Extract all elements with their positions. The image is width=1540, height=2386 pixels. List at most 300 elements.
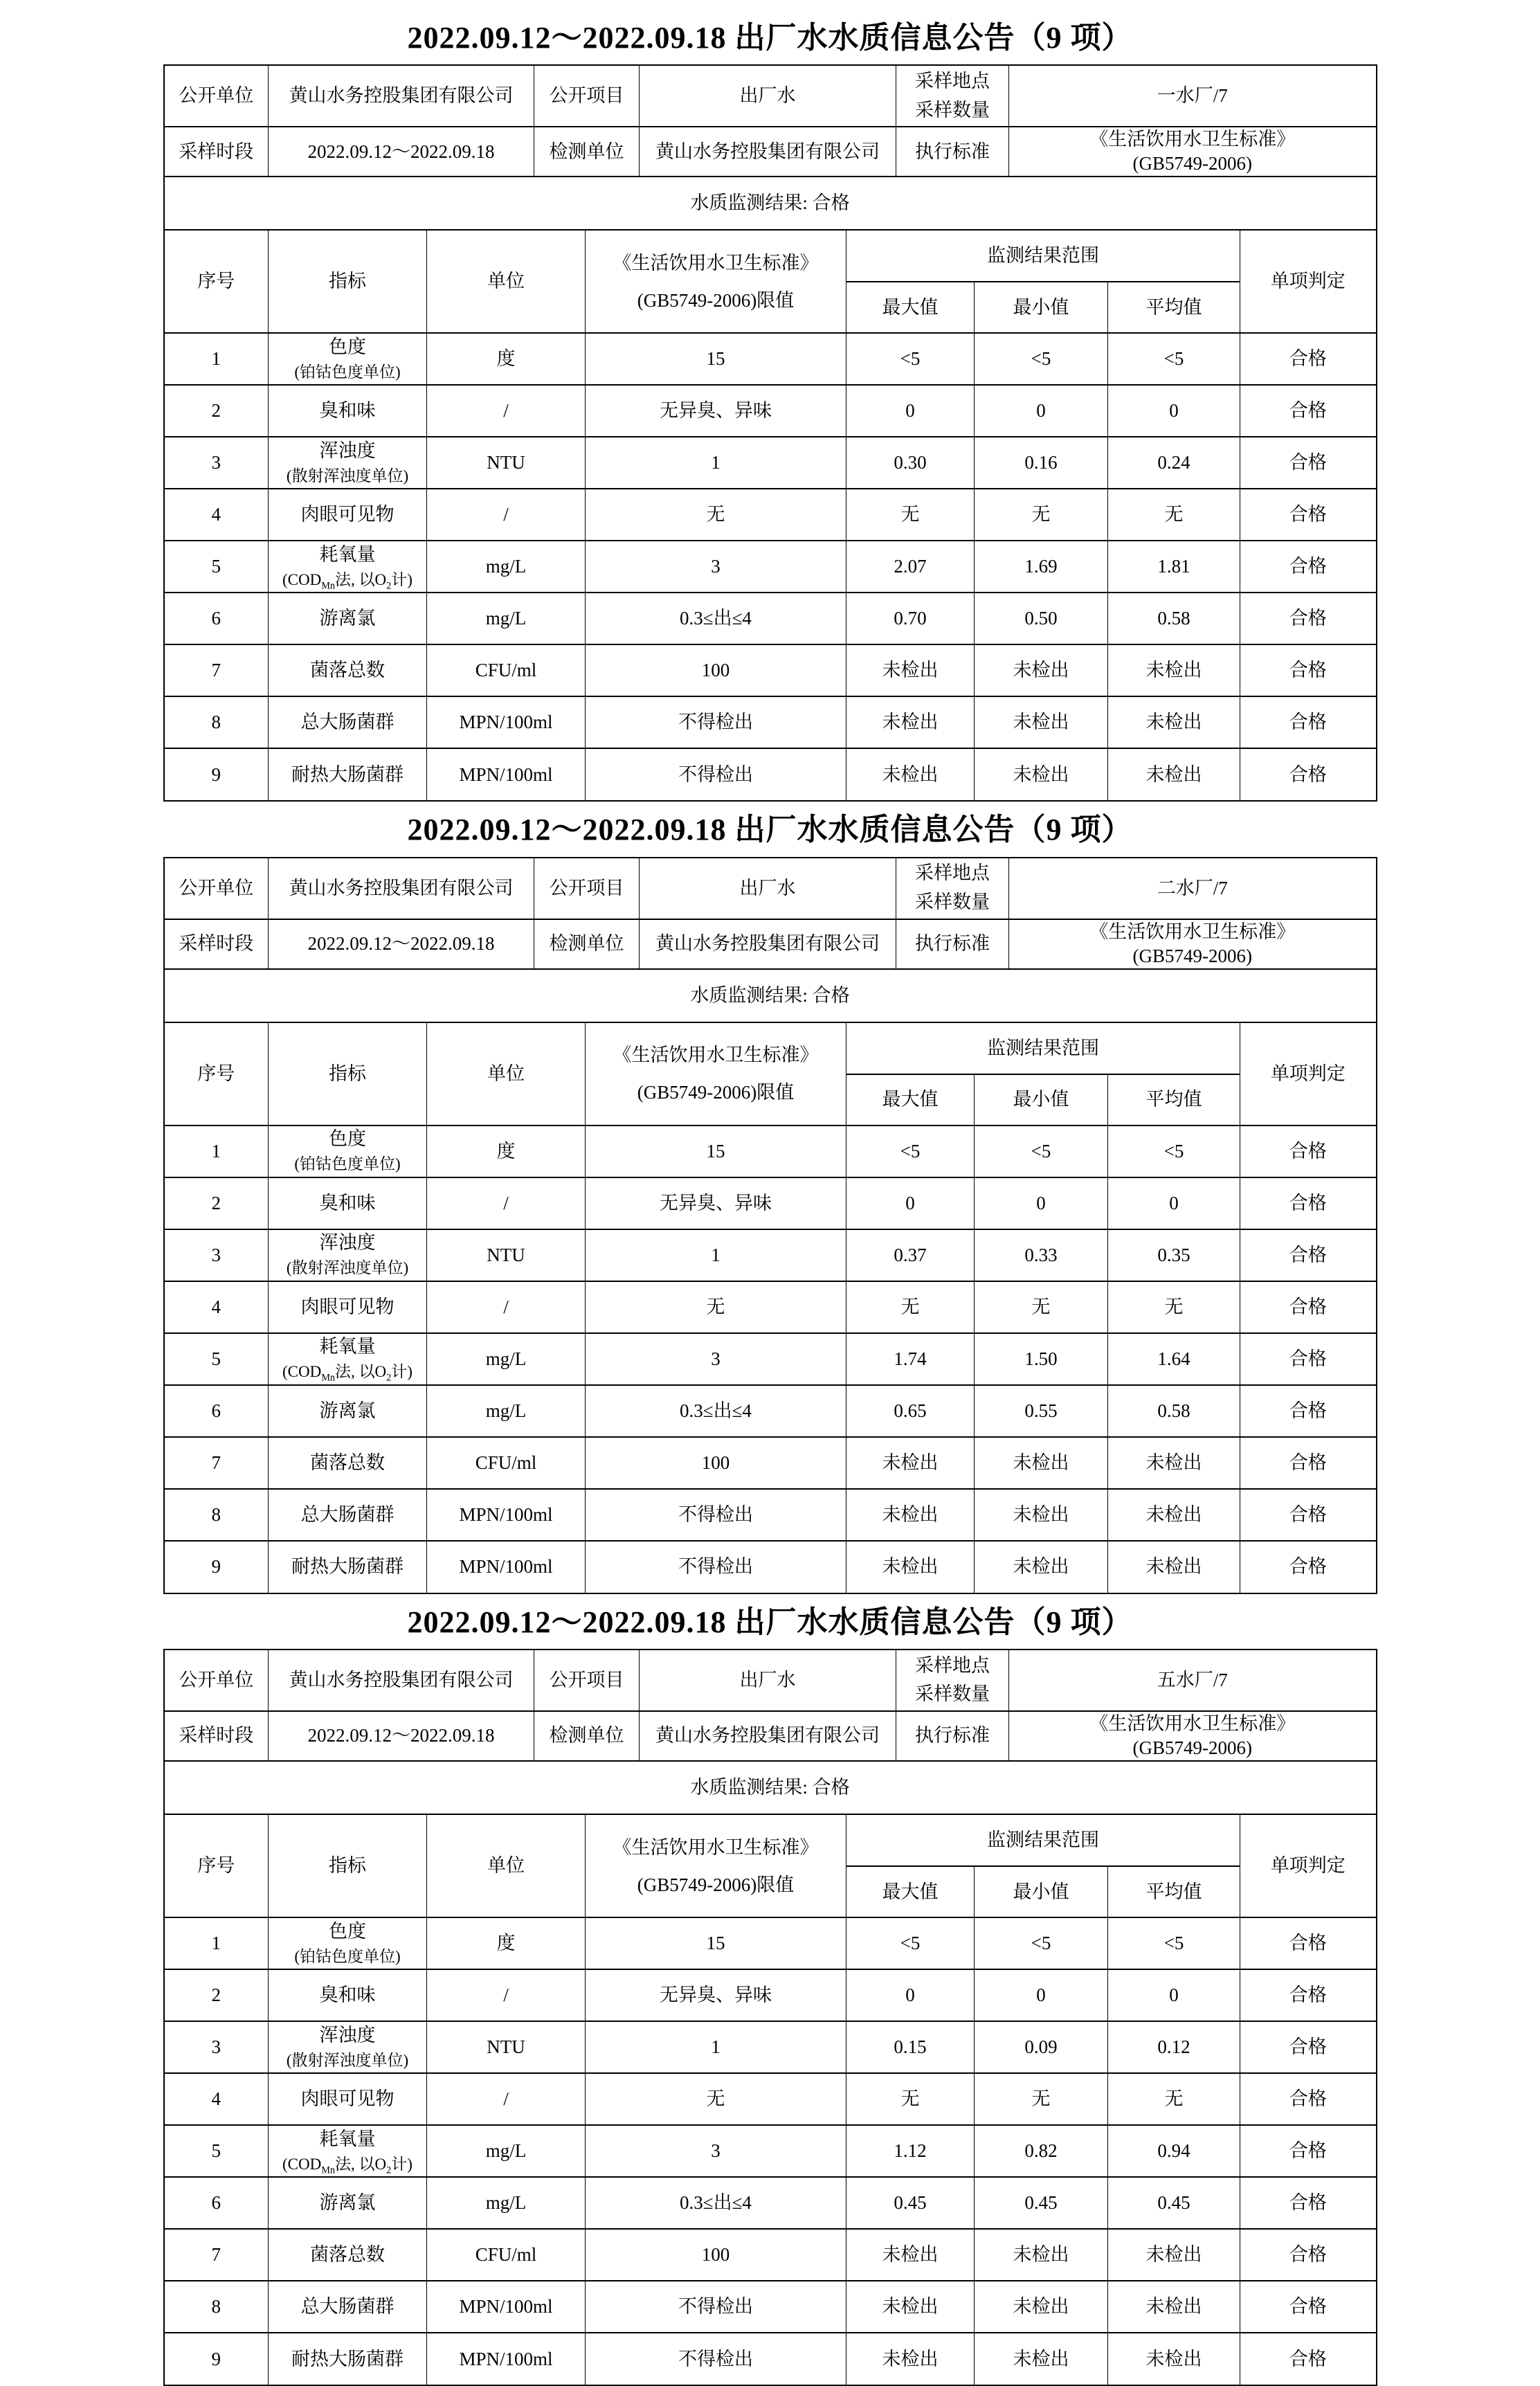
cell-unit: / [427,1281,586,1333]
cell-limit: 无 [586,489,846,541]
cell-no: 7 [165,644,269,696]
cell-min: 未检出 [975,2333,1108,2385]
cell-min: 0.16 [975,437,1108,489]
cell-max: <5 [846,333,975,385]
cell-min: 0 [975,1969,1108,2021]
report-table [163,64,1377,802]
info-label-public-unit: 公开单位 [165,66,269,127]
cell-min: 未检出 [975,696,1108,748]
cell-no: 8 [165,2281,269,2333]
cell-judgement: 合格 [1240,2125,1376,2177]
cell-indicator: 菌落总数 [269,644,427,696]
col-header-indicator: 指标 [269,231,427,333]
info-label-public-project: 公开项目 [534,858,640,919]
cell-limit: 不得检出 [586,1541,846,1593]
cell-judgement: 合格 [1240,1437,1376,1489]
cell-no: 9 [165,1541,269,1593]
cell-min: 未检出 [975,1437,1108,1489]
report-info-table [165,858,1376,1023]
info-value-sampling-site-count: 一水厂/7 [1009,66,1376,127]
cell-indicator: 臭和味 [269,1177,427,1229]
cell-min: 无 [975,2073,1108,2125]
col-header-min: 最小值 [975,282,1108,333]
info-value-public-unit: 黄山水务控股集团有限公司 [269,66,534,127]
report-title: 2022.09.12～2022.09.18 出厂水水质信息公告（9 项） [407,21,1133,55]
cell-max: 0.45 [846,2177,975,2229]
info-value-standard: 《生活饮用水卫生标准》 (GB5749-2006) [1009,1711,1376,1761]
cell-avg: 未检出 [1108,1541,1240,1593]
cell-unit: 度 [427,1126,586,1177]
cell-indicator: 耐热大肠菌群 [269,2333,427,2385]
col-header-judgement: 单项判定 [1240,1023,1376,1126]
cell-indicator: 总大肠菌群 [269,1489,427,1541]
cell-max: 未检出 [846,748,975,800]
header-row [165,231,1376,282]
report-table [163,1649,1377,2386]
info-label-public-unit: 公开单位 [165,1650,269,1711]
result-line: 水质监测结果: 合格 [165,177,1376,230]
info-label-sampling-period: 采样时段 [165,127,269,177]
cell-unit: mg/L [427,2125,586,2177]
cell-no: 2 [165,1969,269,2021]
cell-max: 无 [846,1281,975,1333]
cell-min: <5 [975,333,1108,385]
cell-max: 未检出 [846,2333,975,2385]
col-header-min: 最小值 [975,1074,1108,1126]
cell-min: 未检出 [975,644,1108,696]
table-row [165,1489,1376,1541]
cell-min: 无 [975,489,1108,541]
cell-max: 未检出 [846,1489,975,1541]
cell-indicator: 总大肠菌群 [269,2281,427,2333]
cell-unit: MPN/100ml [427,1541,586,1593]
cell-unit: NTU [427,1229,586,1281]
cell-unit: CFU/ml [427,1437,586,1489]
info-row [165,1711,1376,1761]
cell-no: 8 [165,696,269,748]
cell-limit: 无 [586,1281,846,1333]
cell-unit: / [427,489,586,541]
cell-indicator: 色度 (铂钴色度单位) [269,1917,427,1969]
cell-indicator: 肉眼可见物 [269,489,427,541]
info-row [165,919,1376,969]
cell-no: 1 [165,1126,269,1177]
cell-judgement: 合格 [1240,541,1376,593]
info-value-sampling-period: 2022.09.12～2022.09.18 [269,1711,534,1761]
cell-judgement: 合格 [1240,2177,1376,2229]
cell-indicator: 耗氧量 ($COD_{Mn}$法, 以$O_2$计) [269,2125,427,2177]
cell-judgement: 合格 [1240,1229,1376,1281]
cell-limit: 无 [586,2073,846,2125]
cell-max: 0 [846,1969,975,2021]
info-value-public-project: 出厂水 [640,858,896,919]
cell-min: 0.09 [975,2021,1108,2073]
cell-limit: 不得检出 [586,2281,846,2333]
info-row [165,127,1376,177]
col-header-avg: 平均值 [1108,1074,1240,1126]
cell-avg: 0.12 [1108,2021,1240,2073]
info-value-public-project: 出厂水 [640,1650,896,1711]
cell-indicator: 耗氧量 ($COD_{Mn}$法, 以$O_2$计) [269,541,427,593]
cell-indicator: 色度 (铂钴色度单位) [269,1126,427,1177]
cell-max: 0 [846,385,975,437]
cell-max: 未检出 [846,644,975,696]
cell-no: 4 [165,2073,269,2125]
cell-avg: <5 [1108,1917,1240,1969]
cell-max: 0.65 [846,1385,975,1437]
cell-unit: mg/L [427,2177,586,2229]
cell-max: 2.07 [846,541,975,593]
cell-limit: 0.3≤出≤4 [586,1385,846,1437]
cell-max: 0.70 [846,593,975,644]
cell-max: 未检出 [846,2281,975,2333]
table-row [165,1126,1376,1177]
col-header-max: 最大值 [846,282,975,333]
table-row [165,1333,1376,1385]
info-label-sampling-period: 采样时段 [165,919,269,969]
cell-avg: 无 [1108,489,1240,541]
cell-unit: MPN/100ml [427,2281,586,2333]
cell-no: 4 [165,1281,269,1333]
info-value-sampling-site-count: 五水厂/7 [1009,1650,1376,1711]
cell-min: 无 [975,1281,1108,1333]
cell-judgement: 合格 [1240,489,1376,541]
cell-judgement: 合格 [1240,2281,1376,2333]
cell-no: 1 [165,333,269,385]
cell-limit: 1 [586,437,846,489]
info-value-testing-unit: 黄山水务控股集团有限公司 [640,919,896,969]
cell-avg: 未检出 [1108,2333,1240,2385]
cell-limit: 不得检出 [586,696,846,748]
result-line: 水质监测结果: 合格 [165,1761,1376,1814]
cell-max: 无 [846,2073,975,2125]
cell-indicator: 肉眼可见物 [269,1281,427,1333]
table-row [165,437,1376,489]
cell-no: 2 [165,385,269,437]
table-row [165,1437,1376,1489]
cell-min: 未检出 [975,748,1108,800]
cell-judgement: 合格 [1240,1126,1376,1177]
cell-unit: MPN/100ml [427,2333,586,2385]
cell-no: 9 [165,748,269,800]
cell-max: 0.37 [846,1229,975,1281]
cell-judgement: 合格 [1240,385,1376,437]
cell-limit: 不得检出 [586,2333,846,2385]
table-row [165,333,1376,385]
cell-min: <5 [975,1126,1108,1177]
col-header-judgement: 单项判定 [1240,231,1376,333]
report-title: 2022.09.12～2022.09.18 出厂水水质信息公告（9 项） [407,813,1133,847]
cell-limit: 1 [586,1229,846,1281]
report-data-table [165,1815,1376,2385]
cell-judgement: 合格 [1240,1969,1376,2021]
table-row [165,1385,1376,1437]
cell-judgement: 合格 [1240,437,1376,489]
cell-limit: 无异臭、异味 [586,1177,846,1229]
col-header-unit: 单位 [427,1023,586,1126]
cell-indicator: 游离氯 [269,1385,427,1437]
cell-max: <5 [846,1126,975,1177]
table-row [165,385,1376,437]
table-row [165,541,1376,593]
cell-indicator: 肉眼可见物 [269,2073,427,2125]
cell-no: 3 [165,2021,269,2073]
cell-max: 未检出 [846,1437,975,1489]
cell-max: 未检出 [846,1541,975,1593]
cell-no: 7 [165,1437,269,1489]
cell-limit: 3 [586,2125,846,2177]
cell-unit: NTU [427,2021,586,2073]
table-row [165,1281,1376,1333]
cell-min: 0.45 [975,2177,1108,2229]
cell-unit: MPN/100ml [427,696,586,748]
table-row [165,748,1376,800]
table-row [165,2073,1376,2125]
col-header-limit: 《生活饮用水卫生标准》 (GB5749-2006)限值 [586,1815,846,1917]
cell-limit: 0.3≤出≤4 [586,2177,846,2229]
cell-indicator: 浑浊度 (散射浑浊度单位) [269,437,427,489]
cell-limit: 15 [586,1917,846,1969]
cell-avg: 未检出 [1108,1489,1240,1541]
col-header-seq: 序号 [165,1023,269,1126]
cell-unit: mg/L [427,541,586,593]
col-header-indicator: 指标 [269,1023,427,1126]
water-quality-report-block [0,18,1540,802]
cell-judgement: 合格 [1240,333,1376,385]
table-row [165,1177,1376,1229]
cell-judgement: 合格 [1240,1385,1376,1437]
cell-no: 6 [165,2177,269,2229]
cell-judgement: 合格 [1240,1541,1376,1593]
table-row [165,2177,1376,2229]
cell-max: 未检出 [846,2229,975,2281]
cell-indicator: 耗氧量 ($COD_{Mn}$法, 以$O_2$计) [269,1333,427,1385]
cell-limit: 100 [586,644,846,696]
table-row [165,1969,1376,2021]
col-header-range-group: 监测结果范围 [846,231,1240,282]
cell-avg: 1.81 [1108,541,1240,593]
table-row [165,1229,1376,1281]
table-row [165,2333,1376,2385]
col-header-limit: 《生活饮用水卫生标准》 (GB5749-2006)限值 [586,231,846,333]
cell-unit: mg/L [427,593,586,644]
cell-avg: 0.58 [1108,593,1240,644]
report-table [163,857,1377,1594]
cell-avg: 0.35 [1108,1229,1240,1281]
cell-no: 6 [165,1385,269,1437]
cell-indicator: 臭和味 [269,1969,427,2021]
info-value-public-unit: 黄山水务控股集团有限公司 [269,858,534,919]
cell-indicator: 菌落总数 [269,2229,427,2281]
cell-indicator: 浑浊度 (散射浑浊度单位) [269,1229,427,1281]
cell-limit: 无异臭、异味 [586,1969,846,2021]
cell-no: 5 [165,2125,269,2177]
info-row [165,66,1376,127]
cell-min: 0.50 [975,593,1108,644]
col-header-min: 最小值 [975,1866,1108,1917]
cell-avg: 0.94 [1108,2125,1240,2177]
header-row [165,1023,1376,1074]
cell-min: 0 [975,1177,1108,1229]
cell-unit: CFU/ml [427,644,586,696]
col-header-limit: 《生活饮用水卫生标准》 (GB5749-2006)限值 [586,1023,846,1126]
cell-no: 5 [165,1333,269,1385]
cell-limit: 3 [586,1333,846,1385]
info-label-public-project: 公开项目 [534,1650,640,1711]
cell-judgement: 合格 [1240,2073,1376,2125]
cell-limit: 不得检出 [586,1489,846,1541]
info-label-testing-unit: 检测单位 [534,919,640,969]
cell-unit: NTU [427,437,586,489]
cell-limit: 1 [586,2021,846,2073]
report-data-table [165,231,1376,800]
info-value-sampling-site-count: 二水厂/7 [1009,858,1376,919]
cell-judgement: 合格 [1240,1917,1376,1969]
col-header-max: 最大值 [846,1866,975,1917]
cell-limit: 3 [586,541,846,593]
cell-unit: 度 [427,1917,586,1969]
cell-avg: 0.24 [1108,437,1240,489]
cell-indicator: 总大肠菌群 [269,696,427,748]
cell-no: 2 [165,1177,269,1229]
cell-avg: 未检出 [1108,2281,1240,2333]
cell-min: <5 [975,1917,1108,1969]
cell-judgement: 合格 [1240,696,1376,748]
cell-limit: 无异臭、异味 [586,385,846,437]
col-header-unit: 单位 [427,1815,586,1917]
cell-avg: 0 [1108,1969,1240,2021]
cell-min: 0.82 [975,2125,1108,2177]
cell-avg: 未检出 [1108,2229,1240,2281]
table-row [165,2281,1376,2333]
cell-min: 0.55 [975,1385,1108,1437]
cell-avg: 1.64 [1108,1333,1240,1385]
cell-judgement: 合格 [1240,2229,1376,2281]
cell-unit: 度 [427,333,586,385]
info-label-sampling-site-count: 采样地点 采样数量 [896,1650,1009,1711]
info-label-public-project: 公开项目 [534,66,640,127]
report-title: 2022.09.12～2022.09.18 出厂水水质信息公告（9 项） [407,1605,1133,1639]
cell-avg: <5 [1108,333,1240,385]
cell-avg: 未检出 [1108,644,1240,696]
table-row [165,644,1376,696]
cell-limit: 15 [586,1126,846,1177]
cell-limit: 100 [586,1437,846,1489]
info-label-sampling-site-count: 采样地点 采样数量 [896,66,1009,127]
info-value-sampling-period: 2022.09.12～2022.09.18 [269,919,534,969]
col-header-seq: 序号 [165,1815,269,1917]
cell-avg: 未检出 [1108,696,1240,748]
table-row [165,2229,1376,2281]
cell-no: 8 [165,1489,269,1541]
info-value-testing-unit: 黄山水务控股集团有限公司 [640,1711,896,1761]
table-row [165,696,1376,748]
info-row [165,1650,1376,1711]
cell-limit: 15 [586,333,846,385]
info-label-standard: 执行标准 [896,1711,1009,1761]
cell-indicator: 臭和味 [269,385,427,437]
cell-no: 3 [165,437,269,489]
report-info-table [165,66,1376,231]
table-row [165,2125,1376,2177]
cell-limit: 不得检出 [586,748,846,800]
cell-min: 未检出 [975,2281,1108,2333]
cell-indicator: 色度 (铂钴色度单位) [269,333,427,385]
info-value-testing-unit: 黄山水务控股集团有限公司 [640,127,896,177]
cell-unit: CFU/ml [427,2229,586,2281]
cell-judgement: 合格 [1240,1177,1376,1229]
cell-avg: <5 [1108,1126,1240,1177]
cell-min: 未检出 [975,2229,1108,2281]
table-row [165,2021,1376,2073]
cell-min: 0.33 [975,1229,1108,1281]
cell-avg: 无 [1108,2073,1240,2125]
col-header-range-group: 监测结果范围 [846,1815,1240,1866]
cell-unit: mg/L [427,1385,586,1437]
cell-max: 无 [846,489,975,541]
cell-min: 1.69 [975,541,1108,593]
info-label-standard: 执行标准 [896,919,1009,969]
col-header-seq: 序号 [165,231,269,333]
table-row [165,593,1376,644]
cell-no: 9 [165,2333,269,2385]
cell-min: 未检出 [975,1541,1108,1593]
info-value-standard: 《生活饮用水卫生标准》 (GB5749-2006) [1009,127,1376,177]
cell-unit: MPN/100ml [427,748,586,800]
cell-avg: 0.58 [1108,1385,1240,1437]
cell-unit: / [427,2073,586,2125]
cell-unit: / [427,385,586,437]
cell-judgement: 合格 [1240,1333,1376,1385]
info-label-standard: 执行标准 [896,127,1009,177]
header-row [165,1815,1376,1866]
cell-max: 0.15 [846,2021,975,2073]
result-line: 水质监测结果: 合格 [165,969,1376,1022]
info-value-public-project: 出厂水 [640,66,896,127]
cell-no: 3 [165,1229,269,1281]
cell-avg: 未检出 [1108,1437,1240,1489]
info-label-sampling-site-count: 采样地点 采样数量 [896,858,1009,919]
col-header-judgement: 单项判定 [1240,1815,1376,1917]
cell-limit: 100 [586,2229,846,2281]
info-value-public-unit: 黄山水务控股集团有限公司 [269,1650,534,1711]
cell-no: 4 [165,489,269,541]
info-label-sampling-period: 采样时段 [165,1711,269,1761]
cell-indicator: 浑浊度 (散射浑浊度单位) [269,2021,427,2073]
cell-limit: 0.3≤出≤4 [586,593,846,644]
cell-judgement: 合格 [1240,644,1376,696]
report-info-table [165,1650,1376,1815]
cell-max: 0.30 [846,437,975,489]
water-quality-report-block [0,810,1540,1593]
info-label-testing-unit: 检测单位 [534,1711,640,1761]
info-value-sampling-period: 2022.09.12～2022.09.18 [269,127,534,177]
cell-avg: 0 [1108,1177,1240,1229]
cell-indicator: 菌落总数 [269,1437,427,1489]
info-label-testing-unit: 检测单位 [534,127,640,177]
report-data-table [165,1023,1376,1593]
info-row [165,858,1376,919]
cell-min: 0 [975,385,1108,437]
cell-judgement: 合格 [1240,748,1376,800]
table-row [165,489,1376,541]
cell-judgement: 合格 [1240,2021,1376,2073]
cell-no: 7 [165,2229,269,2281]
col-header-unit: 单位 [427,231,586,333]
cell-avg: 无 [1108,1281,1240,1333]
cell-min: 1.50 [975,1333,1108,1385]
result-row [165,969,1376,1022]
